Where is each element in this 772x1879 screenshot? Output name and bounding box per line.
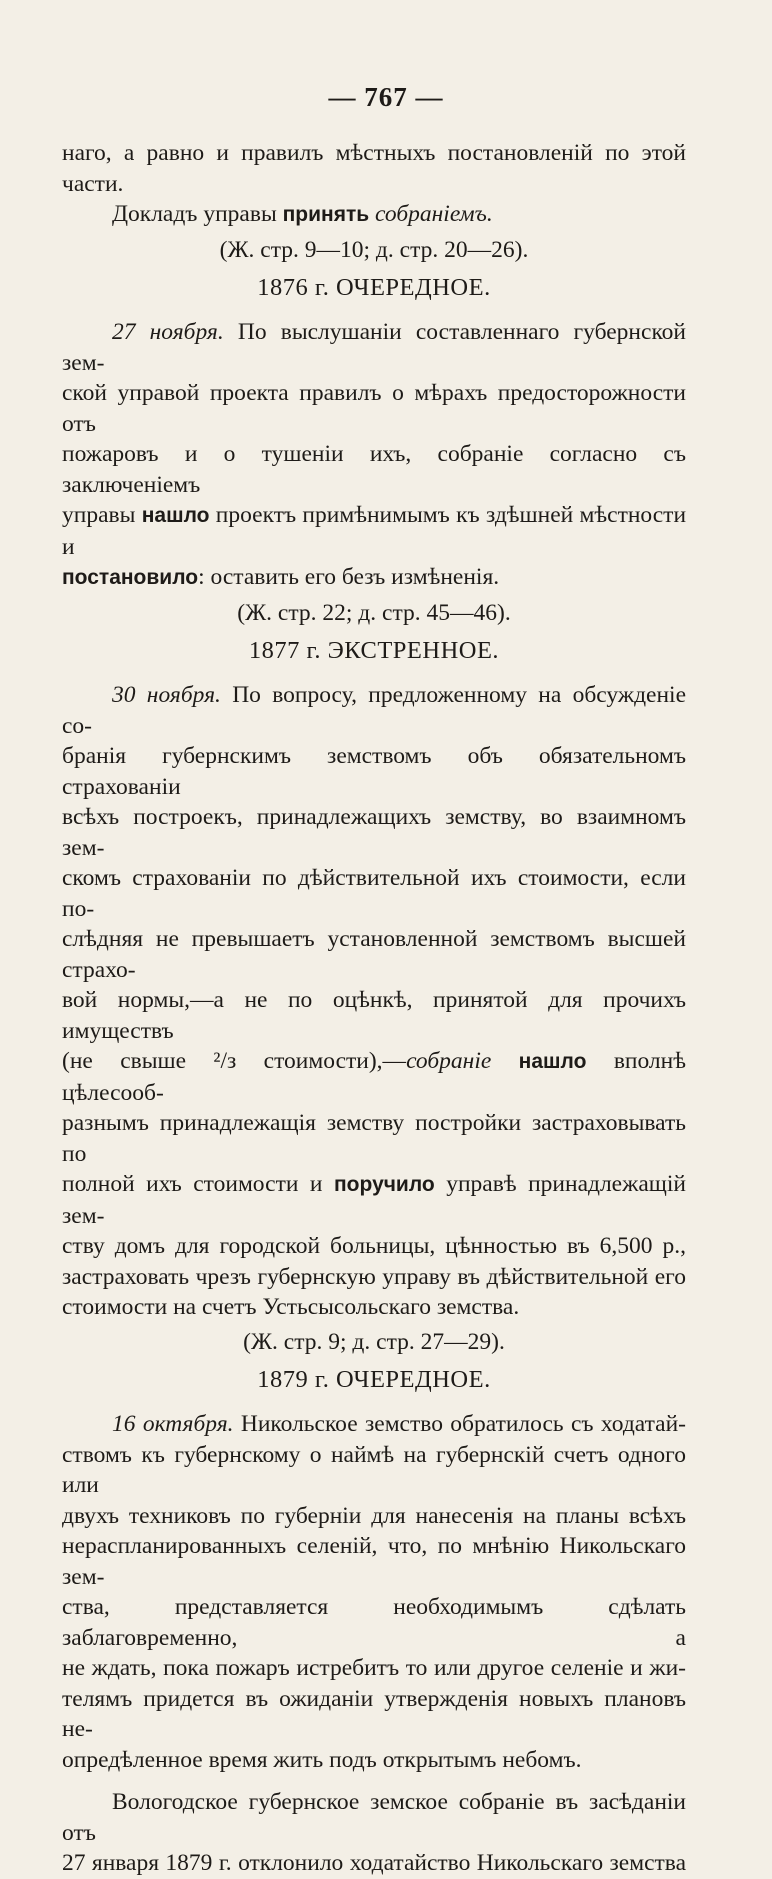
text-line: ства, представляется необходимымъ сдѣлать заблаговременно, а xyxy=(62,1594,686,1651)
text-line: 30 ноября. По вопросу, предложенному на обсужденіе со- xyxy=(62,682,686,739)
section-heading: 1877 г. ЭКСТРЕННОЕ. xyxy=(248,637,500,664)
text-line: нераспланированныхъ селеній, что, по мнѣнію Никольскаго зем- xyxy=(62,1533,686,1590)
reference: (Ж. стр. 9—10; д. стр. 20—26). xyxy=(219,236,529,263)
text-line: бранія губернскимъ земствомъ объ обязательномъ страхованіи xyxy=(62,743,686,800)
text-line: пожаровъ и о тушеніи ихъ, собраніе согласно съ заключеніемъ xyxy=(62,441,686,498)
text-line: стоимости на счетъ Устьсысольскаго земства. xyxy=(62,1294,520,1320)
text-line: постановило: оставить его безъ измѣненія. xyxy=(62,564,500,590)
text-line: управы нашло проектъ примѣнимымъ къ здѣшней мѣстности и xyxy=(62,502,687,560)
reference: (Ж. стр. 22; д. стр. 45—46). xyxy=(237,599,511,626)
section-heading: 1876 г. ОЧЕРЕДНОЕ. xyxy=(257,274,491,301)
text-line: не ждать, пока пожаръ истребитъ то или другое селеніе и жи- xyxy=(62,1655,686,1681)
text-line: скомъ страхованіи по дѣйствительной ихъ стоимости, если по- xyxy=(62,865,686,922)
text-line: разнымъ принадлежащія земству постройки застраховывать по xyxy=(62,1110,686,1167)
text-line: 16 октября. Никольское земство обратилось съ ходатай- xyxy=(112,1411,686,1437)
text-line: 27 января 1879 г. отклонило ходатайство Никольскаго земства xyxy=(62,1850,686,1876)
body-text xyxy=(62,138,686,1879)
text-line: 27 ноября. По выслушаніи составленнаго губернской зем- xyxy=(62,319,686,376)
text-line: опредѣленное время жить подъ открытымъ небомъ. xyxy=(62,1746,582,1773)
page-number: — 767 — xyxy=(328,82,444,112)
text-line: застраховать чрезъ губернскую управу въ дѣйствительной его xyxy=(62,1263,686,1290)
text-line: ской управой проекта правилъ о мѣрахъ предосторожности отъ xyxy=(62,380,686,437)
text-line: вой нормы,—а не по оцѣнкѣ, принятой для прочихъ имуществъ xyxy=(62,987,686,1044)
text-line: полной ихъ стоимости и поручило управѣ принадлежащій зем- xyxy=(62,1171,686,1229)
reference: (Ж. стр. 9; д. стр. 27—29). xyxy=(243,1328,505,1355)
text-line: двухъ техниковъ по губерніи для нанесенія на планы всѣхъ xyxy=(62,1502,686,1529)
text-line: всѣхъ построекъ, принадлежащихъ земству, во взаимномъ зем- xyxy=(62,804,686,861)
section-heading: 1879 г. ОЧЕРЕДНОЕ. xyxy=(257,1366,491,1393)
text-line: Вологодское губернское земское собраніе въ засѣданіи отъ xyxy=(62,1789,686,1846)
text-line: слѣдняя не превышаетъ установленной земствомъ высшей страхо- xyxy=(62,926,686,983)
text-line: Докладъ управы принять собраніемъ. xyxy=(112,201,493,227)
text-line: (не свыше ²/з стоимости),—собраніе нашло вполнѣ цѣлесооб- xyxy=(62,1048,686,1106)
text-line: ствомъ къ губернскому о наймѣ на губернскій счетъ одного или xyxy=(62,1441,686,1498)
text-line: телямъ придется въ ожиданіи утвержденія новыхъ плановъ не- xyxy=(62,1685,686,1742)
text-line: ству домъ для городской больницы, цѣнностью въ 6,500 р., xyxy=(62,1233,686,1259)
text-line: наго, а равно и правилъ мѣстныхъ постановленій по этой части. xyxy=(62,140,686,197)
